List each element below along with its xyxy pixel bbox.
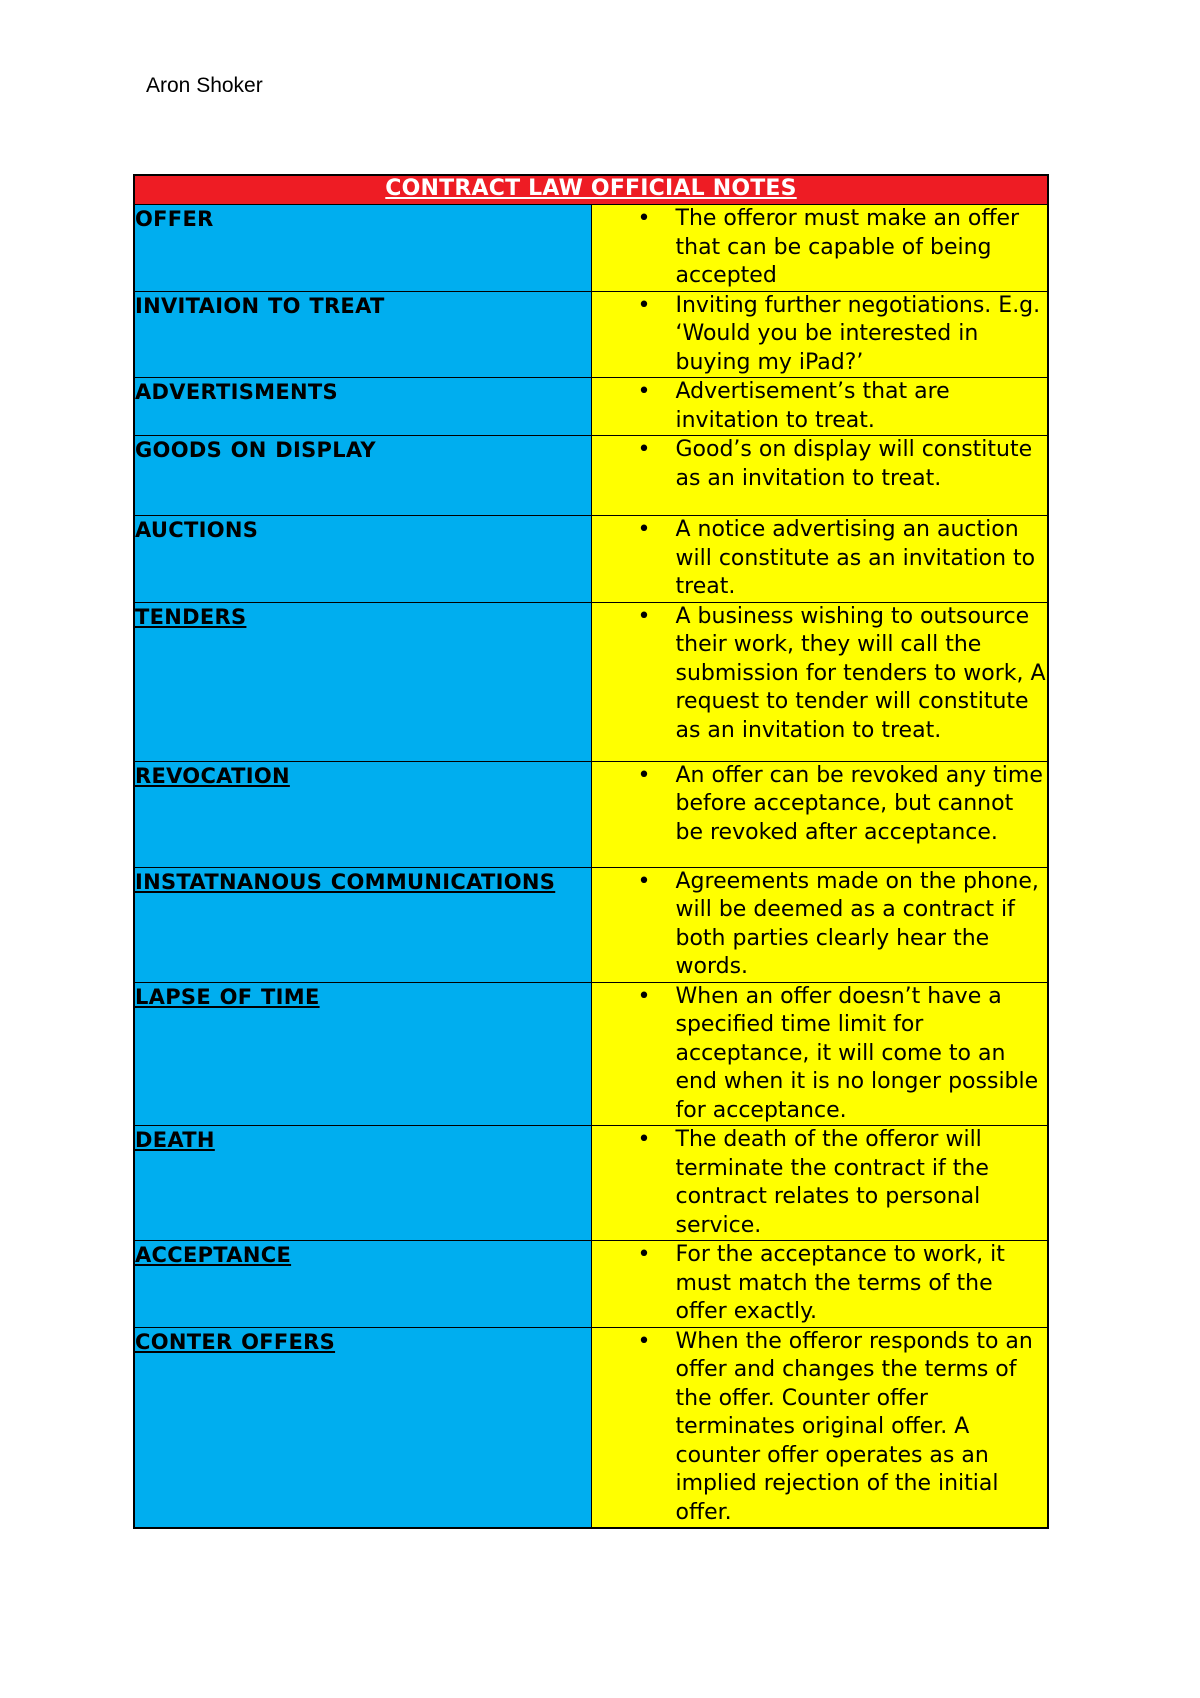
definition-cell: [591, 761, 1048, 867]
definition-cell: [591, 436, 1048, 516]
term-label: INSTATNANOUS COMMUNICATIONS: [135, 869, 556, 894]
table-title-row: [134, 175, 1048, 205]
definition-cell: [591, 1126, 1048, 1241]
term-cell: [134, 291, 591, 378]
definition-bullet: • A notice advertising an auction will constitute as an invitation to treat.: [676, 516, 1048, 602]
term-cell: [134, 516, 591, 603]
definition-cell: [591, 867, 1048, 982]
definition-list: [592, 603, 1048, 746]
definition-bullet: • Good’s on display will constitute as an invitation to treat.: [676, 436, 1048, 493]
table-title-cell: [134, 175, 1048, 205]
term-cell: [134, 1241, 591, 1328]
definition-bullet: • The death of the offeror will terminate the contract if the contract relates to personal service.: [676, 1126, 1048, 1240]
definition-list: [592, 205, 1048, 291]
definition-cell: [591, 291, 1048, 378]
definition-bullet: • Agreements made on the phone, will be deemed as a contract if both parties clearly hear the words.: [676, 868, 1048, 982]
term-label: REVOCATION: [135, 763, 290, 788]
term-cell: [134, 378, 591, 436]
term-label: CONTER OFFERS: [135, 1329, 336, 1354]
definition-cell: [591, 378, 1048, 436]
term-label: ADVERTISMENTS: [135, 380, 338, 404]
term-cell: [134, 982, 591, 1126]
definition-bullet: • The offeror must make an offer that can be capable of being accepted: [676, 205, 1048, 291]
definition-list: [592, 378, 1048, 435]
table-title: CONTRACT LAW OFFICIAL NOTES: [385, 176, 797, 201]
contract-law-notes-table: [133, 174, 1049, 1529]
definition-cell: [591, 516, 1048, 603]
term-cell: [134, 867, 591, 982]
definition-list: [592, 292, 1048, 378]
term-cell: [134, 436, 591, 516]
definition-bullet: • Inviting further negotiations. E.g. ‘Would you be interested in buying my iPad?’: [676, 292, 1048, 378]
term-cell: [134, 761, 591, 867]
definition-cell: [591, 205, 1048, 292]
definition-cell: [591, 1241, 1048, 1328]
table-row: [134, 291, 1048, 378]
term-cell: [134, 205, 591, 292]
table-row: [134, 867, 1048, 982]
table-row: [134, 516, 1048, 603]
table-row: [134, 1241, 1048, 1328]
term-label: GOODS ON DISPLAY: [135, 438, 376, 462]
term-label: ACCEPTANCE: [135, 1243, 292, 1267]
definition-list: [592, 436, 1048, 493]
definition-bullet: • For the acceptance to work, it must match the terms of the offer exactly.: [676, 1241, 1048, 1327]
term-cell: [134, 1327, 591, 1528]
definition-bullet: • When the offeror responds to an offer and changes the terms of the offer. Counter offer terminates original offer. A counter offer operates as an implied rejection of the initial offer.: [676, 1328, 1048, 1528]
document-author: Aron Shoker: [146, 74, 263, 97]
definition-bullet: • Advertisement’s that are invitation to treat.: [676, 378, 1048, 435]
definition-cell: [591, 1327, 1048, 1528]
table-row: [134, 205, 1048, 292]
term-label: AUCTIONS: [135, 518, 259, 542]
table-row: [134, 761, 1048, 867]
table-row: [134, 378, 1048, 436]
definition-list: [592, 983, 1048, 1126]
term-label: OFFER: [135, 207, 214, 231]
term-cell: [134, 1126, 591, 1241]
definition-list: [592, 762, 1048, 848]
term-label: TENDERS: [135, 604, 247, 629]
term-label: INVITAION TO TREAT: [135, 293, 385, 318]
table-row: [134, 602, 1048, 761]
definition-bullet: • An offer can be revoked any time before acceptance, but cannot be revoked after acceptance.: [676, 762, 1048, 848]
definition-list: [592, 1126, 1048, 1240]
term-label: DEATH: [135, 1128, 215, 1152]
definition-bullet: • A business wishing to outsource their work, they will call the submission for tenders to work, A request to tender will constitute as an invitation to treat.: [676, 603, 1048, 746]
definition-cell: [591, 982, 1048, 1126]
definition-list: [592, 516, 1048, 602]
definition-list: [592, 1328, 1048, 1528]
table-row: [134, 1327, 1048, 1528]
definition-cell: [591, 602, 1048, 761]
table-row: [134, 982, 1048, 1126]
definition-list: [592, 868, 1048, 982]
term-label: LAPSE OF TIME: [135, 984, 320, 1009]
term-cell: [134, 602, 591, 761]
definition-list: [592, 1241, 1048, 1327]
table-row: [134, 436, 1048, 516]
definition-bullet: • When an offer doesn’t have a specified time limit for acceptance, it will come to an end when it is no longer possible for acceptance.: [676, 983, 1048, 1126]
table-row: [134, 1126, 1048, 1241]
